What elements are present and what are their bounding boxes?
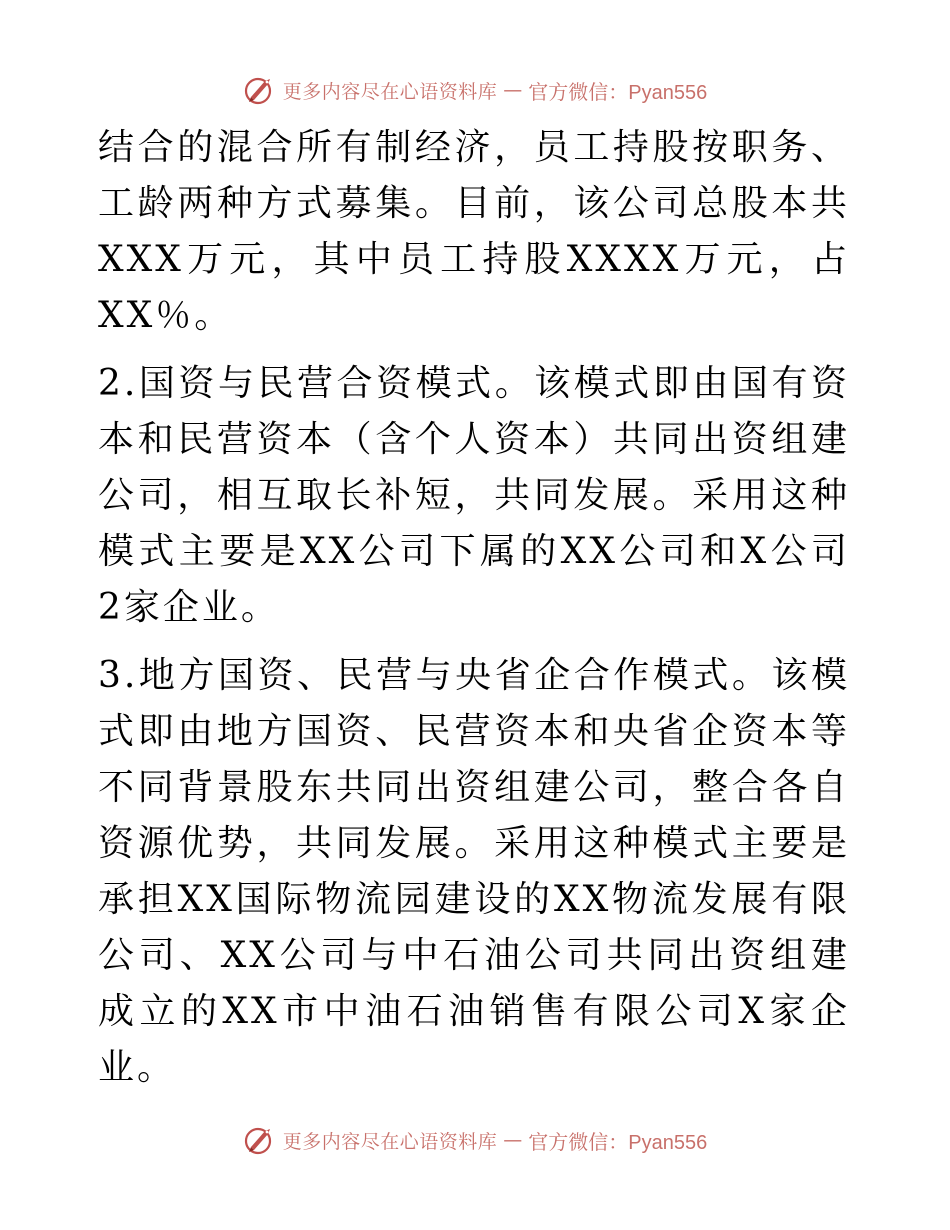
- header-banner-text: 更多内容尽在心语资料库: [282, 80, 498, 103]
- pen-nib-logo-icon: [243, 1123, 277, 1157]
- footer-banner-wechat: 官方微信：Pyan556: [528, 1131, 708, 1154]
- header-banner-wechat: 官方微信：Pyan556: [528, 81, 708, 104]
- footer-banner-text: 更多内容尽在心语资料库: [282, 1130, 498, 1153]
- footer-banner-separator: —: [503, 1129, 523, 1151]
- footer-banner: [0, 1120, 950, 1160]
- paragraph-2: 2.国资与民营合资模式。该模式即由国有资本和民营资本（含个人资本）共同出资组建公司，相互取长补短，共同发展。采用这种模式主要是XX公司下属的XX公司和X公司2家企业。: [98, 363, 850, 628]
- header-banner: [0, 70, 950, 110]
- paragraph-3: 3.地方国资、民营与央省企合作模式。该模式即由地方国资、民营资本和央省企资本等不同背景股东共同出资组建公司，整合各自资源优势，共同发展。采用这种模式主要是承担XX国际物流园建设的XX物流发展有限公司、XX公司与中石油公司共同出资组建成立的XX市中油石油销售有限公司X家企业。: [98, 655, 850, 1088]
- document-body: [98, 120, 850, 1096]
- pen-nib-logo-icon: [243, 73, 277, 107]
- header-banner-separator: —: [503, 79, 523, 101]
- paragraph-1: 结合的混合所有制经济，员工持股按职务、工龄两种方式募集。目前，该公司总股本共XXX万元，其中员工持股XXXX万元，占XX％。: [98, 127, 850, 336]
